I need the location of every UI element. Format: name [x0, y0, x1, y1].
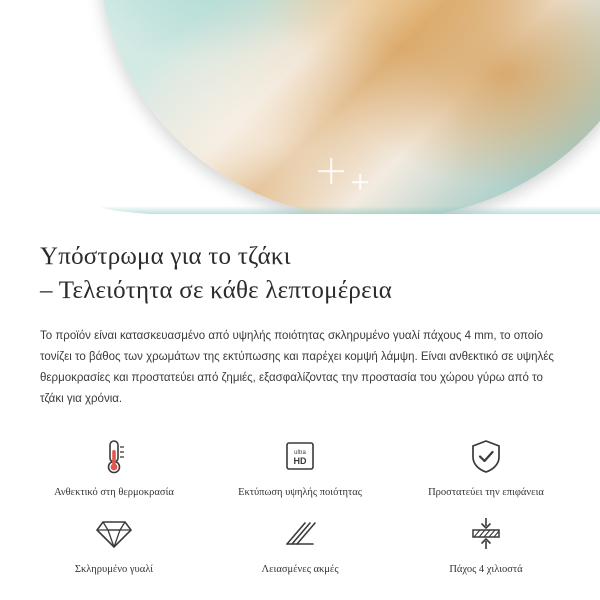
- hero-image: [0, 0, 600, 214]
- page-title: [40, 240, 560, 308]
- thickness-icon: [466, 513, 506, 555]
- svg-text:ultra: ultra: [294, 450, 306, 456]
- shield-check-icon: [469, 436, 503, 478]
- feature-item: [396, 436, 576, 499]
- svg-text:HD: HD: [293, 456, 307, 466]
- content-area: [0, 214, 600, 410]
- feature-label: Πάχος 4 χιλιοστά: [449, 564, 523, 575]
- feature-item: [210, 436, 390, 499]
- feature-label: Σκληρυμένο γυαλί: [74, 564, 154, 575]
- feature-label: Ανθεκτικό στη θερμοκρασία: [54, 487, 174, 498]
- feature-row: [24, 513, 576, 576]
- feature-label: Εκτύπωση υψηλής ποιότητας: [238, 487, 362, 498]
- polished-edges-icon: [282, 513, 318, 555]
- description-text: Το προϊόν είναι κατασκευασμένο από υψηλής ποιότητας σκληρυμένο γυαλί πάχους 4 mm, το οποίο τονίζει το βάθος των χρωμάτων της εκτύπωσης και παρέχει κομψή λάμψη. Είναι ανθεκτικό σε υψηλές θερμοκρασίες και προστατεύει από ζημιές, εξασφαλίζοντας την προστασία του χώρου γύρω από το τζάκι για χρόνια.: [40, 330, 554, 405]
- feature-list: [0, 436, 600, 576]
- feature-item: [210, 513, 390, 576]
- feature-item: [396, 513, 576, 576]
- feature-item: [24, 513, 204, 576]
- marble-glass-plate-image: [100, 0, 600, 214]
- feature-label: Λειασμένες ακμές: [261, 564, 339, 575]
- diamond-icon: [95, 513, 133, 555]
- headline-line-1: Υπόστρωμα για το τζάκι: [40, 243, 291, 270]
- feature-item: [24, 436, 204, 499]
- feature-row: [24, 436, 576, 499]
- thermometer-icon: [99, 436, 129, 478]
- ultra-hd-icon: [281, 436, 319, 478]
- headline-line-2: – Τελειότητα σε κάθε λεπτομέρεια: [40, 277, 393, 304]
- feature-label: Προστατεύει την επιφάνεια: [428, 487, 544, 498]
